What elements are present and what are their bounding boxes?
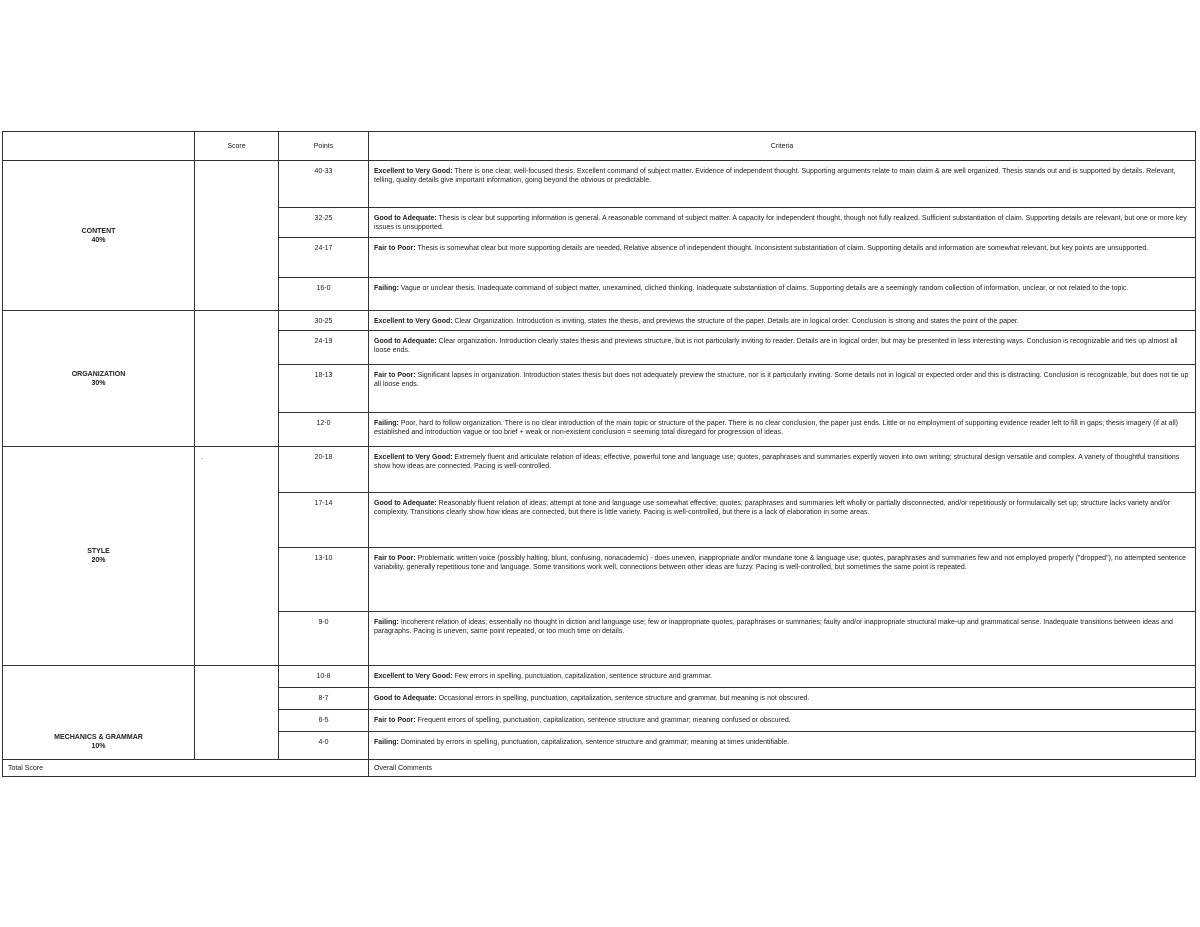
criteria-cell xyxy=(369,413,1196,447)
level-label: Fair to Poor: xyxy=(374,717,416,724)
points-cell: 18-13 xyxy=(279,365,369,413)
score-header: Score xyxy=(195,132,279,161)
points-cell: 30-25 xyxy=(279,311,369,331)
criteria-cell xyxy=(369,208,1196,238)
criteria-text: Frequent errors of spelling, punctuation, capitalization, sentence structure and grammar; meaning confused or obscured. xyxy=(415,717,791,724)
category-cell xyxy=(3,447,195,666)
criteria-cell xyxy=(369,311,1196,331)
points-cell: 13-10 xyxy=(279,548,369,612)
level-label: Failing: xyxy=(374,739,399,746)
level-label: Good to Adequate: xyxy=(374,695,437,702)
criteria-cell xyxy=(369,612,1196,666)
score-cell[interactable] xyxy=(195,447,279,666)
level-label: Failing: xyxy=(374,285,399,292)
points-cell: 20-18 xyxy=(279,447,369,493)
category-cell xyxy=(3,311,195,447)
overall-comments-cell[interactable]: Overall Comments xyxy=(369,760,1196,777)
criteria-text: Significant lapses in organization. Introduction states thesis but does not adequately preview the structure, nor is it particularly inviting. Some details not in logical or expected order and this is distracting. Conclusion is recognizable, but does not tie up all loose ends. xyxy=(374,372,1189,388)
level-label: Failing: xyxy=(374,420,399,427)
criteria-text: Dominated by errors in spelling, punctuation, capitalization, sentence structure and grammar; meaning at times unidentifiable. xyxy=(398,739,790,746)
level-label: Failing: xyxy=(374,619,399,626)
level-label: Good to Adequate: xyxy=(374,338,437,345)
points-cell: 12-0 xyxy=(279,413,369,447)
criteria-text: There is one clear, well-focused thesis. Excellent command of subject matter. Evidence of independent thought. Supporting arguments relate to main claim & are well organized. Thesis stands out and is supported by details. Relevant, telling, quality details give important information, going beyond the obvious or predictable. xyxy=(374,168,1176,184)
table-row xyxy=(3,311,1196,331)
points-cell: 4-0 xyxy=(279,732,369,760)
points-cell: 9-0 xyxy=(279,612,369,666)
criteria-text: Thesis is clear but supporting information is general. A reasonable command of subject matter. A capacity for independent thought, though not fully realized. Sufficient substantiation of claim. Supporting details are relevant, but one or more key issues is unsupported. xyxy=(374,215,1187,231)
points-cell: 8-7 xyxy=(279,688,369,710)
criteria-text: Occasional errors in spelling, punctuation, capitalization, sentence structure and grammar, but meaning is not obscured. xyxy=(436,695,810,702)
rubric-table xyxy=(2,131,1196,777)
points-cell: 40-33 xyxy=(279,161,369,208)
criteria-text: Poor, hard to follow organization. There is no clear introduction of the main topic or structure of the paper. There is no clear conclusion, the paper just ends. Little or no employment of supporting evidence reader left to fill in gaps; thesis imagery (if at all) established and introduction vague or too brief + weak or non-existent conclusion = seeming total disregard for progression of ideas. xyxy=(374,420,1178,436)
criteria-cell xyxy=(369,331,1196,365)
criteria-text: Extremely fluent and articulate relation of ideas; effective, powerful tone and language use; quotes, paraphrases and summaries expertly woven into own writing; structural design versatile and complex. A variety of thoughtful transitions show how ideas are connected. Pacing is well-controlled. xyxy=(374,454,1180,470)
criteria-text: Reasonably fluent relation of ideas; attempt at tone and language use somewhat effective; quotes, paraphrases and summaries left wholly or partially disconnected, and/or repetitiously or formulaically set up; structure lacks variety and/or complexity. Transitions clearly show how ideas are connected, but there is little variety. Pacing is well-controlled, but there is a lack of elaboration in some areas. xyxy=(374,500,1171,516)
points-cell: 10-8 xyxy=(279,666,369,688)
criteria-text: Thesis is somewhat clear but more supporting details are needed. Relative absence of independent thought. Inconsistent substantiation of claim. Supporting details and information are somewhat relevant, but key points are unsupported. xyxy=(415,245,1149,252)
level-label: Fair to Poor: xyxy=(374,245,416,252)
table-row xyxy=(3,666,1196,688)
category-weight: 40% xyxy=(91,236,106,244)
level-label: Excellent to Very Good: xyxy=(374,318,453,325)
criteria-header: Criteria xyxy=(369,132,1196,161)
points-cell: 6-5 xyxy=(279,710,369,732)
header-row xyxy=(3,132,1196,161)
criteria-cell xyxy=(369,688,1196,710)
level-label: Excellent to Very Good: xyxy=(374,168,453,175)
table-row xyxy=(3,447,1196,493)
category-weight: 30% xyxy=(91,379,106,387)
criteria-text: Few errors in spelling, punctuation, capitalization, sentence structure and grammar. xyxy=(452,673,713,680)
category-name: ORGANIZATION xyxy=(71,370,126,378)
score-cell[interactable] xyxy=(195,161,279,311)
criteria-cell xyxy=(369,732,1196,760)
criteria-cell xyxy=(369,666,1196,688)
points-cell: 24-19 xyxy=(279,331,369,365)
points-cell: 16-0 xyxy=(279,278,369,311)
category-weight: 10% xyxy=(91,743,106,750)
category-cell xyxy=(3,666,195,760)
criteria-cell xyxy=(369,278,1196,311)
level-label: Fair to Poor: xyxy=(374,555,416,562)
criteria-cell xyxy=(369,161,1196,208)
points-cell: 32-25 xyxy=(279,208,369,238)
level-label: Excellent to Very Good: xyxy=(374,454,453,461)
points-cell: 24-17 xyxy=(279,238,369,278)
category-weight: 20% xyxy=(91,557,106,564)
criteria-cell xyxy=(369,710,1196,732)
category-header xyxy=(3,132,195,161)
level-label: Fair to Poor: xyxy=(374,372,416,379)
category-name: MECHANICS & GRAMMAR xyxy=(54,734,143,741)
score-cell[interactable] xyxy=(195,311,279,447)
level-label: Excellent to Very Good: xyxy=(374,673,453,680)
criteria-cell xyxy=(369,447,1196,493)
level-label: Good to Adequate: xyxy=(374,215,437,222)
criteria-cell xyxy=(369,238,1196,278)
criteria-text: Clear organization. Introduction clearly states thesis and previews structure, but is not particularly inviting to reader. Details are in logical order, but may be presented in less interesting ways. Conclusion is recognizable and ties up almost all loose ends. xyxy=(374,338,1178,354)
criteria-cell xyxy=(369,548,1196,612)
table-row xyxy=(3,161,1196,208)
criteria-text: Problematic written voice (possibly halting, blunt, confusing, nonacademic) - does uneven, inappropriate and/or mundane tone & language use; quotes, paraphrases and summaries few and not employed properly ("dropped"), no attempted sentence variability, generally repetitious tone and language. Some transitions work well, connections between other ideas are fuzzy. Pacing is well-controlled, but sometimes the same point is repeated. xyxy=(374,555,1186,571)
category-name: STYLE xyxy=(87,548,110,555)
category-cell xyxy=(3,161,195,311)
category-name: CONTENT xyxy=(81,227,116,235)
criteria-text: Vague or unclear thesis. Inadequate command of subject matter, unexamined, cliched thinking. Inadequate substantiation of claims. Supporting details are a seemingly random collection of information, unclear, or not related to the topic. xyxy=(398,285,1129,292)
score-cell[interactable] xyxy=(195,666,279,760)
criteria-text: Clear Organization. Introduction is inviting, states the thesis, and previews the structure of the paper. Details are in logical order. Conclusion is strong and states the point of the paper. xyxy=(452,318,1019,325)
total-row xyxy=(3,760,1196,777)
points-header: Points xyxy=(279,132,369,161)
score-note: . xyxy=(201,454,203,461)
level-label: Good to Adequate: xyxy=(374,500,437,507)
total-score-cell[interactable]: Total Score xyxy=(3,760,369,777)
criteria-text: Incoherent relation of ideas; essentially no thought in diction and language use; few or inappropriate quotes, paraphrases or summaries; faulty and/or inappropriate structural make-up and grammatical sense. Inadequate transitions between ideas and paragraphs. Pacing is uneven, same point repeated, or too much time on details. xyxy=(374,619,1173,635)
points-cell: 17-14 xyxy=(279,493,369,548)
criteria-cell xyxy=(369,365,1196,413)
criteria-cell xyxy=(369,493,1196,548)
